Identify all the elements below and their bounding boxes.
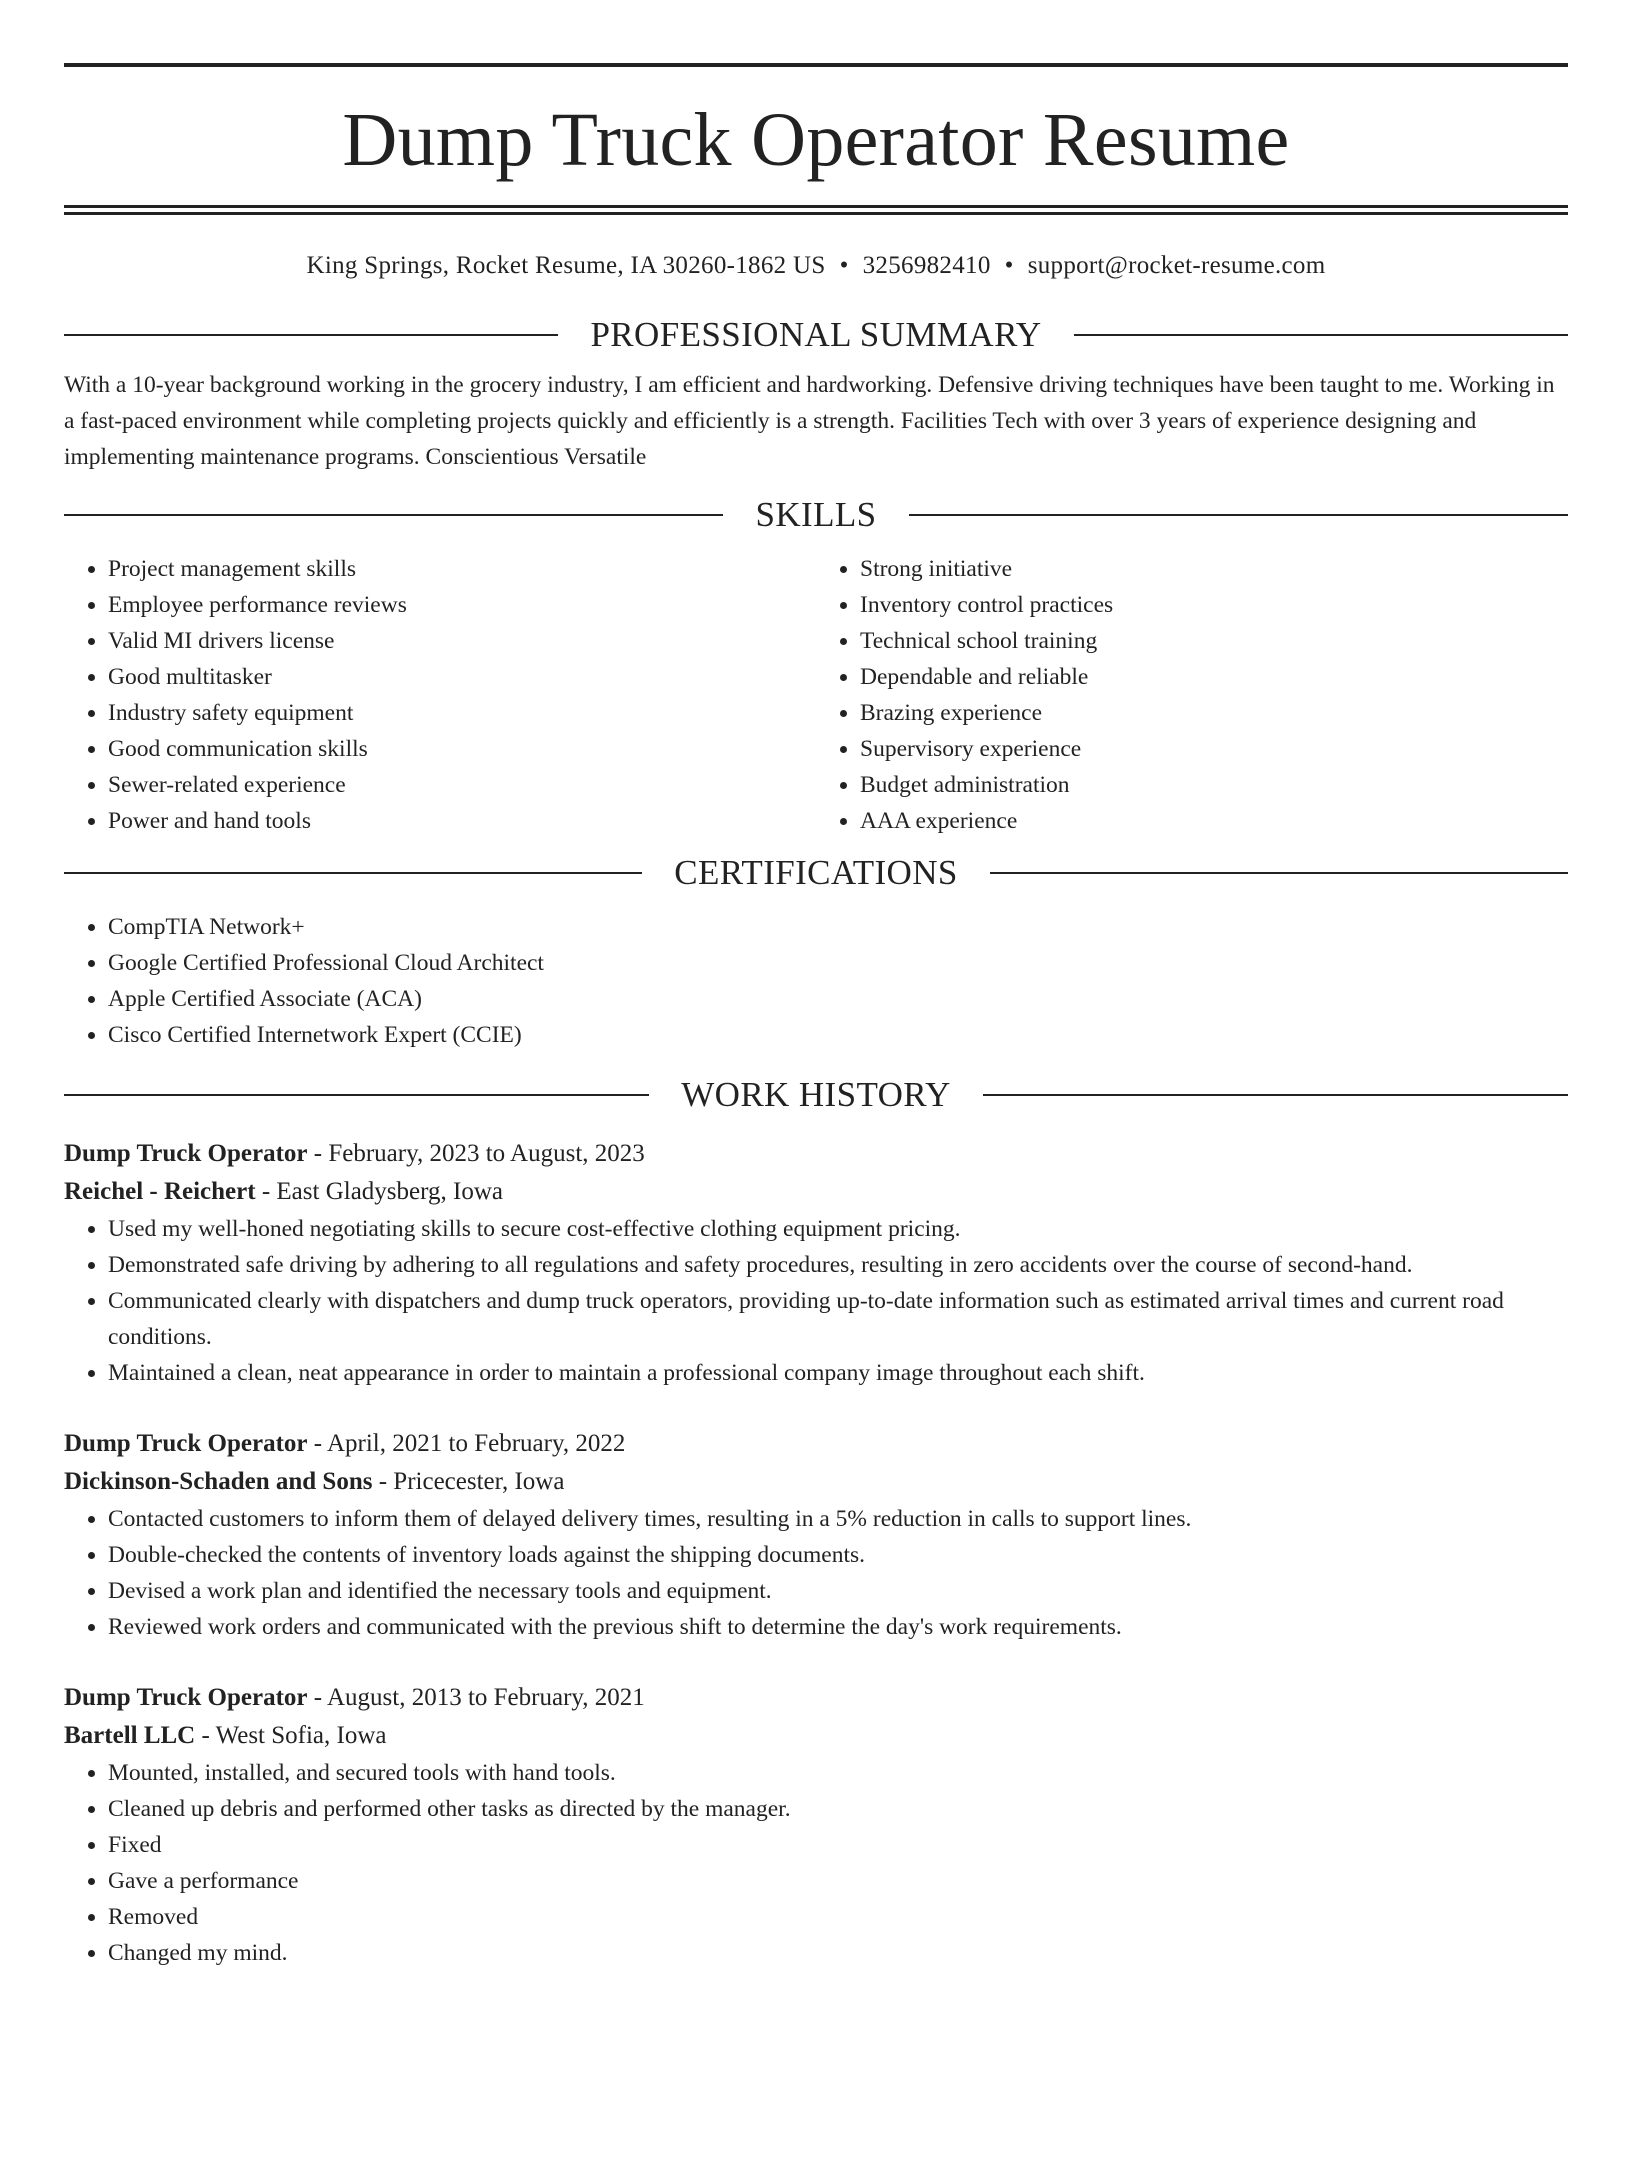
job-company-line (64, 1173, 1568, 1211)
job-bullets (64, 1755, 1568, 1971)
job-title: Dump Truck Operator (64, 1684, 308, 1711)
job-bullet: • Mounted, installed, and secured tools with hand tools. (108, 1755, 1568, 1791)
job-bullet: • Double-checked the contents of inventory loads against the shipping documents. (108, 1537, 1568, 1573)
skills-right-list (816, 551, 1568, 839)
certification-item: • CompTIA Network+ (108, 909, 1568, 945)
job-entry (64, 1425, 1568, 1645)
contact-info (64, 251, 1568, 281)
summary-heading (64, 315, 1568, 355)
page-title: Dump Truck Operator Resume (342, 98, 1290, 182)
job-location: - East Gladysberg, Iowa (255, 1178, 503, 1205)
skill-item: • Good communication skills (108, 731, 816, 767)
skills-column-right (816, 551, 1568, 839)
contact-email: support@rocket-resume.com (1027, 252, 1326, 279)
job-title-line (64, 1135, 1568, 1173)
job-dates: - April, 2021 to February, 2022 (307, 1430, 626, 1457)
skill-item: • Employee performance reviews (108, 587, 816, 623)
certification-item: • Google Certified Professional Cloud Architect (108, 945, 1568, 981)
resume-page (0, 63, 1632, 2175)
skill-item: • Dependable and reliable (860, 659, 1568, 695)
heading-rule-right (983, 1094, 1568, 1096)
job-bullet: • Contacted customers to inform them of delayed delivery times, resulting in a 5% reduction in calls to support lines. (108, 1501, 1568, 1537)
skill-item: • AAA experience (860, 803, 1568, 839)
job-bullet: • Gave a performance (108, 1863, 1568, 1899)
work-history-heading-label: WORK HISTORY (681, 1075, 951, 1114)
job-location: - West Sofia, Iowa (195, 1722, 387, 1749)
certification-item: • Cisco Certified Internetwork Expert (CCIE) (108, 1017, 1568, 1053)
contact-phone: 3256982410 (862, 252, 991, 279)
skill-item: • Sewer-related experience (108, 767, 816, 803)
job-dates: - February, 2023 to August, 2023 (307, 1140, 645, 1167)
heading-rule-right (1074, 334, 1568, 336)
job-bullet: • Used my well-honed negotiating skills to secure cost-effective clothing equipment pricing. (108, 1211, 1568, 1247)
skills-list (64, 551, 1568, 839)
job-company: Dickinson-Schaden and Sons (64, 1468, 373, 1495)
job-bullet: • Devised a work plan and identified the necessary tools and equipment. (108, 1573, 1568, 1609)
skills-heading-label: SKILLS (755, 495, 877, 534)
heading-rule-right (990, 872, 1568, 874)
job-bullet: • Reviewed work orders and communicated with the previous shift to determine the day's work requirements. (108, 1609, 1568, 1645)
job-company: Bartell LLC (64, 1722, 196, 1749)
contact-separator: • (839, 252, 849, 279)
job-bullets (64, 1211, 1568, 1391)
job-bullet: • Maintained a clean, neat appearance in order to maintain a professional company image throughout each shift. (108, 1355, 1568, 1391)
skills-heading (64, 495, 1568, 535)
job-title-line (64, 1425, 1568, 1463)
work-history-heading (64, 1075, 1568, 1115)
certifications-heading (64, 853, 1568, 893)
skill-item: • Brazing experience (860, 695, 1568, 731)
summary-text: With a 10-year background working in the grocery industry, I am efficient and hardworking. Defensive driving techniques have been taught to me. Working in a fast-paced environment while completing projects quickly and efficiently is a strength. Facilities Tech with over 3 years of experience designing and implementing maintenance programs. Conscientious Versatile (64, 372, 1555, 470)
job-entry (64, 1679, 1568, 1971)
title-bottom-double-rule (64, 205, 1568, 215)
certifications-heading-label: CERTIFICATIONS (674, 853, 958, 892)
summary-heading-label: PROFESSIONAL SUMMARY (590, 315, 1042, 354)
skills-column-left (64, 551, 816, 839)
skill-item: • Valid MI drivers license (108, 623, 816, 659)
skill-item: • Inventory control practices (860, 587, 1568, 623)
heading-rule-left (64, 872, 642, 874)
job-title-line (64, 1679, 1568, 1717)
heading-rule-right (909, 514, 1568, 516)
job-bullet: • Changed my mind. (108, 1935, 1568, 1971)
contact-separator: • (1004, 252, 1014, 279)
job-company-line (64, 1717, 1568, 1755)
job-location: - Pricecester, Iowa (372, 1468, 565, 1495)
skill-item: • Industry safety equipment (108, 695, 816, 731)
skill-item: • Technical school training (860, 623, 1568, 659)
job-bullet: • Cleaned up debris and performed other tasks as directed by the manager. (108, 1791, 1568, 1827)
skill-item: • Budget administration (860, 767, 1568, 803)
skill-item: • Project management skills (108, 551, 816, 587)
certification-item: • Apple Certified Associate (ACA) (108, 981, 1568, 1017)
job-bullet: • Removed (108, 1899, 1568, 1935)
job-bullet: • Fixed (108, 1827, 1568, 1863)
skill-item: • Supervisory experience (860, 731, 1568, 767)
job-title: Dump Truck Operator (64, 1430, 308, 1457)
job-bullets (64, 1501, 1568, 1645)
skill-item: • Strong initiative (860, 551, 1568, 587)
certifications-list (64, 909, 1568, 1053)
job-company: Reichel - Reichert (64, 1178, 256, 1205)
skill-item: • Power and hand tools (108, 803, 816, 839)
heading-rule-left (64, 514, 723, 516)
job-bullet: • Communicated clearly with dispatchers and dump truck operators, providing up-to-date information such as estimated arrival times and current road conditions. (108, 1283, 1568, 1355)
contact-address: King Springs, Rocket Resume, IA 30260-1862 US (306, 252, 826, 279)
job-company-line (64, 1463, 1568, 1501)
job-entry (64, 1135, 1568, 1391)
skills-left-list (64, 551, 816, 839)
heading-rule-left (64, 1094, 649, 1096)
job-title: Dump Truck Operator (64, 1140, 308, 1167)
job-dates: - August, 2013 to February, 2021 (307, 1684, 645, 1711)
job-bullet: • Demonstrated safe driving by adhering to all regulations and safety procedures, resulting in zero accidents over the course of second-hand. (108, 1247, 1568, 1283)
skill-item: • Good multitasker (108, 659, 816, 695)
heading-rule-left (64, 334, 558, 336)
